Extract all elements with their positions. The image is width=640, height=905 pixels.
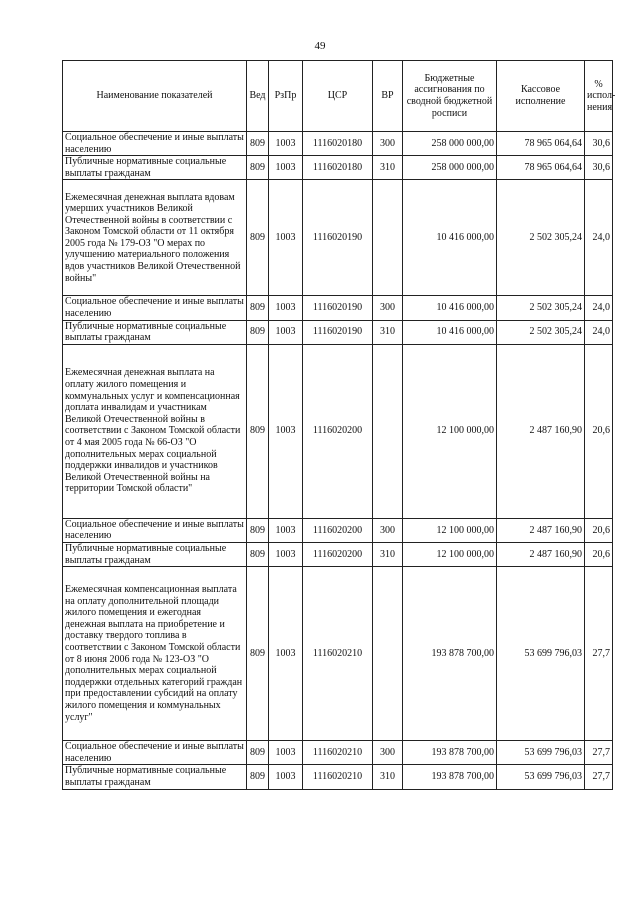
cell-assignments: 193 878 700,00 [403,741,497,765]
cell-csr: 1116020190 [303,296,373,320]
cell-cash-execution: 2 502 305,24 [497,320,585,344]
table-row [63,156,613,180]
cell-ved: 809 [247,542,269,566]
cell-csr: 1116020200 [303,542,373,566]
cell-cash-execution: 53 699 796,03 [497,567,585,741]
cell-rzpr: 1003 [269,296,303,320]
table-row [63,542,613,566]
cell-name: Социальное обеспечение и иные выплаты населению [63,518,247,542]
cell-cash-execution: 2 502 305,24 [497,180,585,296]
header-vr: ВР [373,61,403,132]
table-row [63,296,613,320]
cell-vr: 300 [373,518,403,542]
cell-assignments: 12 100 000,00 [403,542,497,566]
cell-csr: 1116020210 [303,567,373,741]
cell-cash-execution: 78 965 064,64 [497,132,585,156]
table-row [63,741,613,765]
cell-percent: 20,6 [585,542,613,566]
cell-rzpr: 1003 [269,741,303,765]
table-row [63,344,613,518]
cell-csr: 1116020200 [303,344,373,518]
cell-rzpr: 1003 [269,518,303,542]
cell-assignments: 10 416 000,00 [403,296,497,320]
cell-ved: 809 [247,765,269,789]
cell-ved: 809 [247,180,269,296]
cell-assignments: 12 100 000,00 [403,344,497,518]
cell-cash-execution: 53 699 796,03 [497,741,585,765]
cell-ved: 809 [247,156,269,180]
cell-ved: 809 [247,132,269,156]
cell-csr: 1116020210 [303,765,373,789]
cell-cash-execution: 2 487 160,90 [497,344,585,518]
cell-ved: 809 [247,741,269,765]
cell-cash-execution: 53 699 796,03 [497,765,585,789]
cell-rzpr: 1003 [269,567,303,741]
cell-name: Социальное обеспечение и иные выплаты населению [63,741,247,765]
cell-vr [373,344,403,518]
cell-csr: 1116020200 [303,518,373,542]
cell-vr: 300 [373,741,403,765]
cell-rzpr: 1003 [269,542,303,566]
cell-cash-execution: 2 502 305,24 [497,296,585,320]
cell-percent: 30,6 [585,156,613,180]
cell-vr: 310 [373,765,403,789]
cell-csr: 1116020190 [303,180,373,296]
cell-rzpr: 1003 [269,132,303,156]
cell-csr: 1116020180 [303,132,373,156]
table-row [63,518,613,542]
cell-assignments: 12 100 000,00 [403,518,497,542]
cell-ved: 809 [247,320,269,344]
cell-percent: 20,6 [585,344,613,518]
cell-vr: 310 [373,156,403,180]
table-row [63,180,613,296]
header-name: Наименование показателей [63,61,247,132]
cell-name: Публичные нормативные социальные выплаты гражданам [63,320,247,344]
table-body [63,132,613,790]
cell-percent: 30,6 [585,132,613,156]
cell-percent: 27,7 [585,765,613,789]
cell-csr: 1116020210 [303,741,373,765]
cell-percent: 20,6 [585,518,613,542]
header-ved: Вед [247,61,269,132]
cell-cash-execution: 78 965 064,64 [497,156,585,180]
cell-cash-execution: 2 487 160,90 [497,542,585,566]
cell-vr: 300 [373,132,403,156]
cell-name: Публичные нормативные социальные выплаты гражданам [63,765,247,789]
table-row [63,320,613,344]
header-assignments: Бюджетные ассигнования по сводной бюджетной росписи [403,61,497,132]
cell-percent: 24,0 [585,320,613,344]
cell-rzpr: 1003 [269,156,303,180]
cell-ved: 809 [247,344,269,518]
table-row [63,765,613,789]
cell-percent: 27,7 [585,567,613,741]
header-rzpr: РзПр [269,61,303,132]
cell-cash-execution: 2 487 160,90 [497,518,585,542]
cell-name: Ежемесячная компенсационная выплата на оплату дополнительной площади жилого помещения и ежегодная денежная выплата на приобретение и доставку твердого топлива в соответствии с Законом Томской области от 8 июня 2006 года № 123-ОЗ "О дополнительных мерах социальной поддержки отдельных категорий граждан при предоставлении субсидий на оплату жилого помещения и коммунальных услуг" [63,567,247,741]
cell-assignments: 193 878 700,00 [403,765,497,789]
cell-rzpr: 1003 [269,765,303,789]
cell-rzpr: 1003 [269,320,303,344]
table-header-row [63,61,613,132]
cell-percent: 27,7 [585,741,613,765]
page-number: 49 [314,40,326,52]
table-row [63,132,613,156]
budget-table [62,60,616,790]
cell-ved: 809 [247,296,269,320]
cell-ved: 809 [247,567,269,741]
cell-name: Публичные нормативные социальные выплаты гражданам [63,156,247,180]
cell-rzpr: 1003 [269,180,303,296]
header-csr: ЦСР [303,61,373,132]
cell-assignments: 10 416 000,00 [403,320,497,344]
cell-name: Социальное обеспечение и иные выплаты населению [63,132,247,156]
cell-name: Ежемесячная денежная выплата на оплату жилого помещения и коммунальных услуг и компенсационная доплата инвалидам и участникам Великой Отечественной войны в соответствии с Законом Томской области от 4 мая 2005 года № 66-ОЗ "О дополнительных мерах социальной поддержки инвалидов и участников Великой Отечественной войны на территории Томской области" [63,344,247,518]
cell-csr: 1116020180 [303,156,373,180]
cell-vr: 300 [373,296,403,320]
cell-vr: 310 [373,320,403,344]
cell-ved: 809 [247,518,269,542]
cell-vr: 310 [373,542,403,566]
cell-percent: 24,0 [585,296,613,320]
header-cash-execution: Кассовое исполнение [497,61,585,132]
cell-name: Социальное обеспечение и иные выплаты населению [63,296,247,320]
cell-name: Публичные нормативные социальные выплаты гражданам [63,542,247,566]
cell-assignments: 10 416 000,00 [403,180,497,296]
cell-assignments: 258 000 000,00 [403,132,497,156]
cell-csr: 1116020190 [303,320,373,344]
cell-assignments: 258 000 000,00 [403,156,497,180]
cell-assignments: 193 878 700,00 [403,567,497,741]
cell-rzpr: 1003 [269,344,303,518]
cell-name: Ежемесячная денежная выплата вдовам умерших участников Великой Отечественной войны в соответствии с Законом Томской области от 11 октября 2005 года № 179-ОЗ "О мерах по улучшению материального положения вдов участников Великой Отечественной войны" [63,180,247,296]
cell-percent: 24,0 [585,180,613,296]
table-row [63,567,613,741]
header-percent: % испол-нения [585,61,613,132]
cell-vr [373,567,403,741]
cell-vr [373,180,403,296]
